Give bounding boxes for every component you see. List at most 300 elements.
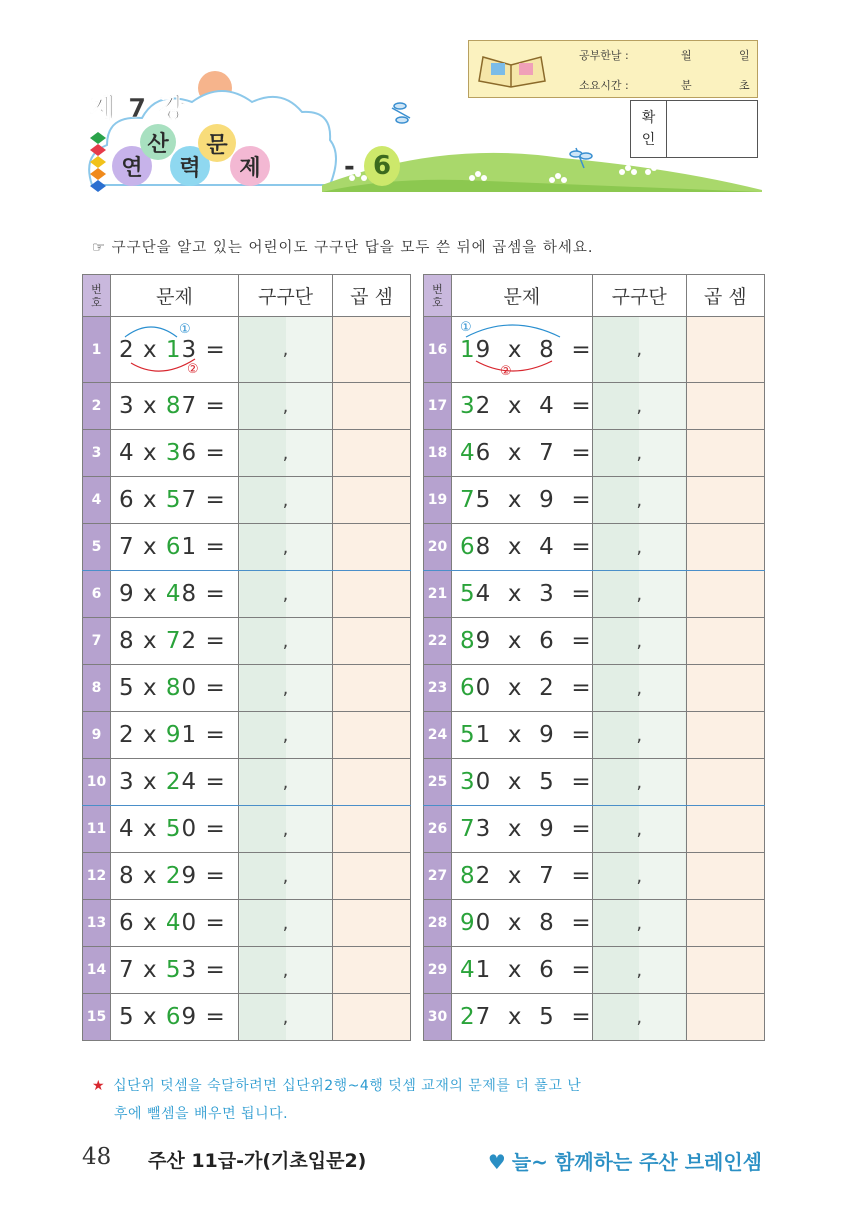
table-row [83,900,411,947]
operand-b: 6 [539,628,555,654]
multiply-answer-field[interactable] [333,806,411,853]
problem-number: 21 [424,571,452,618]
gugu-answer-field[interactable]: , [592,665,686,712]
operand-b-tens: 9 [165,722,182,748]
problem-number: 25 [424,759,452,806]
table-row [83,477,411,524]
problem-expression [452,571,593,618]
table-row [424,712,765,759]
gugu-answer-field[interactable]: , [592,430,686,477]
multiply-answer-field[interactable] [333,524,411,571]
multiply-answer-field[interactable] [333,947,411,994]
multiply-answer-field[interactable] [333,665,411,712]
operand-a-ones: 1 [475,957,492,983]
operand-a-tens: 5 [460,581,476,607]
operand-b: 8 [539,336,555,363]
gugu-answer-field[interactable]: , [592,994,686,1041]
table-row [424,947,765,994]
operand-a-ones: 9 [475,336,492,363]
gugu-answer-field[interactable]: , [592,900,686,947]
table-row [424,853,765,900]
problem-expression [452,994,593,1041]
study-note [92,1072,581,1128]
operand-a: 6 [119,910,135,936]
multiply-answer-field[interactable] [686,900,764,947]
operand-b: 9 [539,816,555,842]
operator: x [134,1004,166,1030]
operand-b-ones: 4 [181,769,198,795]
equals-sign: = [554,628,592,654]
equals-sign: = [554,675,592,701]
problem-expression [452,806,593,853]
operator: x [491,816,540,842]
problem-expression [452,317,593,383]
title-char-2: 산 [140,124,176,160]
multiply-answer-field[interactable] [333,618,411,665]
gugu-answer-field[interactable]: , [239,853,333,900]
operand-b-tens: 8 [165,675,182,701]
operator: x [491,769,540,795]
problem-number: 1 [83,317,111,383]
operand-b-ones: 8 [181,581,198,607]
column-header-problem: 문제 [111,275,239,317]
title-char-5: 제 [230,146,270,186]
gugu-answer-field[interactable]: , [239,947,333,994]
operand-a-tens: 7 [460,487,476,513]
operand-a-ones: 1 [475,722,492,748]
operator: x [491,957,540,983]
operand-a: 8 [119,628,135,654]
problem-expression [452,618,593,665]
operator: x [491,336,540,363]
multiply-answer-field[interactable] [333,317,411,383]
operand-b-ones: 2 [181,628,198,654]
problem-expression [452,665,593,712]
table-row [83,317,411,383]
gugu-answer-field[interactable]: , [239,383,333,430]
table-row [424,430,765,477]
slogan-text: 늘~ 함께하는 주산 브레인셈 [511,1150,762,1174]
column-header-multiply: 곱 셈 [333,275,411,317]
operand-a: 4 [119,816,135,842]
equals-sign: = [197,722,226,748]
multiply-answer-field[interactable] [333,712,411,759]
dragonfly-icon [392,103,410,123]
column-header-gugu: 구구단 [592,275,686,317]
problem-number: 10 [83,759,111,806]
step-one-mark: ① [460,320,473,335]
problem-number: 29 [424,947,452,994]
problem-number: 16 [424,317,452,383]
gugu-answer-field[interactable]: , [592,524,686,571]
operator: x [134,487,166,513]
gugu-answer-field[interactable]: , [592,759,686,806]
gugu-answer-field[interactable]: , [592,712,686,759]
operand-b-tens: 7 [165,628,182,654]
operand-a-tens: 1 [460,336,476,363]
operand-a-ones: 2 [475,863,492,889]
multiply-answer-field[interactable] [333,477,411,524]
title-dash: - [344,152,355,182]
operator: x [491,910,540,936]
multiply-answer-field[interactable] [686,383,764,430]
operator: x [134,957,166,983]
equals-sign: = [197,910,226,936]
operand-a: 5 [119,675,135,701]
problem-number: 27 [424,853,452,900]
gugu-answer-field[interactable]: , [239,994,333,1041]
gugu-answer-field[interactable]: , [239,618,333,665]
page-footer [82,1144,762,1178]
operand-b-ones: 0 [181,910,198,936]
equals-sign: = [554,863,592,889]
problem-expression [452,853,593,900]
table-row [424,806,765,853]
operand-a-ones: 7 [475,1004,492,1030]
table-row [83,947,411,994]
operand-a-tens: 7 [460,816,476,842]
second-unit: 초 [739,79,750,92]
gugu-answer-field[interactable]: , [239,571,333,618]
operand-a: 3 [119,769,135,795]
problem-expression [111,665,239,712]
slogan [488,1146,762,1175]
problem-number: 7 [83,618,111,665]
problem-number: 3 [83,430,111,477]
operator: x [491,863,540,889]
operator: x [134,910,166,936]
operand-b-ones: 1 [181,722,198,748]
equals-sign: = [554,534,592,560]
table-row [83,524,411,571]
operand-a-ones: 4 [475,581,492,607]
multiply-answer-field[interactable] [333,430,411,477]
operand-b-tens: 8 [165,393,182,419]
equals-sign: = [197,1004,226,1030]
multiply-answer-field[interactable] [686,853,764,900]
gugu-answer-field[interactable]: , [592,947,686,994]
operand-b-tens: 5 [165,957,182,983]
multiply-answer-field[interactable] [686,524,764,571]
operand-b-tens: 5 [165,487,182,513]
minute-unit: 분 [681,79,692,92]
problem-expression [111,430,239,477]
equals-sign: = [197,957,226,983]
problem-expression [452,524,593,571]
equals-sign: = [554,816,592,842]
problem-expression [452,383,593,430]
multiply-answer-field[interactable] [686,994,764,1041]
operand-a-tens: 9 [460,910,476,936]
operand-a-tens: 8 [460,863,476,889]
multiply-answer-field[interactable] [686,618,764,665]
operand-a-tens: 4 [460,440,476,466]
gugu-answer-field[interactable]: , [239,524,333,571]
operand-a-ones: 0 [475,675,492,701]
operand-a-ones: 0 [475,910,492,936]
operand-a-ones: 2 [475,393,492,419]
gugu-answer-field[interactable]: , [592,853,686,900]
operator: x [491,440,540,466]
title-char-1: 연 [112,146,152,186]
equals-sign: = [197,534,226,560]
operand-b-ones: 3 [181,336,198,363]
column-header-multiply: 곱 셈 [686,275,764,317]
operand-a-ones: 6 [475,440,492,466]
problem-number: 15 [83,994,111,1041]
operator: x [491,628,540,654]
operand-a-tens: 2 [460,1004,476,1030]
equals-sign: = [554,393,592,419]
operand-a: 6 [119,487,135,513]
equals-sign: = [197,628,226,654]
equals-sign: = [554,336,592,363]
operand-a: 7 [119,957,135,983]
gugu-answer-field[interactable]: , [239,477,333,524]
multiply-answer-field[interactable] [686,759,764,806]
operand-a-tens: 5 [460,722,476,748]
operand-b: 5 [539,769,555,795]
problem-expression [111,853,239,900]
problem-expression [111,477,239,524]
problem-number: 22 [424,618,452,665]
gugu-answer-field[interactable]: , [239,712,333,759]
operand-b-ones: 6 [181,440,198,466]
day-unit: 일 [739,49,750,62]
problem-expression [452,947,593,994]
gugu-answer-field[interactable]: , [592,477,686,524]
operand-b-ones: 1 [181,534,198,560]
operator: x [491,393,540,419]
gugu-answer-field[interactable]: , [239,430,333,477]
equals-sign: = [197,769,226,795]
operand-a: 9 [119,581,135,607]
problem-number: 13 [83,900,111,947]
multiply-answer-field[interactable] [686,712,764,759]
operand-b: 8 [539,910,555,936]
month-unit: 월 [681,49,692,62]
problem-number: 23 [424,665,452,712]
operand-b: 7 [539,863,555,889]
equals-sign: = [554,910,592,936]
problem-number: 18 [424,430,452,477]
operand-a-ones: 9 [475,628,492,654]
table-row [83,853,411,900]
problem-table-left [82,274,411,1041]
problem-number: 26 [424,806,452,853]
problem-expression [111,759,239,806]
problem-number: 17 [424,383,452,430]
step-one-mark: ① [179,322,192,337]
equals-sign: = [554,440,592,466]
multiply-answer-field[interactable] [686,571,764,618]
time-taken-label: 소요시간 : [579,79,629,92]
problem-number: 20 [424,524,452,571]
note-line-2: 후에 뺄셈을 배우면 됩니다. [114,1106,289,1122]
operand-b: 9 [539,722,555,748]
gugu-answer-field[interactable]: , [592,317,686,383]
table-row [424,759,765,806]
operand-b-ones: 0 [181,675,198,701]
multiply-answer-field[interactable] [686,806,764,853]
problem-expression [111,806,239,853]
problem-number: 24 [424,712,452,759]
operand-b-ones: 9 [181,1004,198,1030]
table-row [424,383,765,430]
operand-b-ones: 7 [181,487,198,513]
operator: x [134,675,166,701]
equals-sign: = [197,393,226,419]
operand-a: 2 [119,336,135,363]
example-arrows [111,317,231,381]
operand-a: 2 [119,722,135,748]
operand-b-ones: 9 [181,863,198,889]
problem-expression [452,477,593,524]
operator: x [134,722,166,748]
multiply-answer-field[interactable] [333,994,411,1041]
equals-sign: = [197,440,226,466]
problem-expression [111,712,239,759]
confirm-label-1: 확 [641,110,656,126]
operand-a-ones: 0 [475,769,492,795]
problem-expression [111,947,239,994]
gugu-answer-field[interactable]: , [239,759,333,806]
operator: x [491,1004,540,1030]
problem-number: 28 [424,900,452,947]
problem-expression [111,900,239,947]
gugu-answer-field[interactable]: , [239,317,333,383]
operand-a: 8 [119,863,135,889]
equals-sign: = [554,957,592,983]
table-row [424,900,765,947]
operand-b: 6 [539,957,555,983]
gugu-answer-field[interactable]: , [239,900,333,947]
problem-number: 11 [83,806,111,853]
operand-a-ones: 5 [475,487,492,513]
problem-expression [452,430,593,477]
table-row [83,806,411,853]
title-number: 6 [364,146,400,186]
operand-a: 3 [119,393,135,419]
multiply-answer-field[interactable] [686,317,764,383]
table-row [83,430,411,477]
operand-b-tens: 6 [165,534,182,560]
table-row [83,759,411,806]
operand-b-ones: 3 [181,957,198,983]
problem-number: 12 [83,853,111,900]
equals-sign: = [197,816,226,842]
operand-a-tens: 3 [460,393,476,419]
table-row [424,994,765,1041]
operand-a: 7 [119,534,135,560]
problem-number: 30 [424,994,452,1041]
operand-a-tens: 8 [460,628,476,654]
operand-b-ones: 7 [181,393,198,419]
problem-expression [111,317,239,383]
problem-number: 5 [83,524,111,571]
open-book-icon [477,51,547,91]
problem-expression [452,759,593,806]
gugu-answer-field[interactable]: , [592,571,686,618]
multiply-answer-field[interactable] [333,853,411,900]
table-row [424,477,765,524]
operator: x [491,722,540,748]
operator: x [134,628,166,654]
table-row [83,618,411,665]
operator: x [134,581,166,607]
multiply-answer-field[interactable] [686,477,764,524]
problem-number: 19 [424,477,452,524]
equals-sign: = [554,769,592,795]
problem-expression [111,571,239,618]
multiply-answer-field[interactable] [333,571,411,618]
operand-a-tens: 6 [460,534,476,560]
title-char-4: 문 [198,124,236,162]
note-line-1: 십단위 덧셈을 숙달하려면 십단위2행~4행 덧셈 교재의 문제를 더 풀고 난 [113,1078,582,1094]
problem-expression [111,383,239,430]
operand-b-tens: 1 [165,336,182,363]
equals-sign: = [554,722,592,748]
gugu-answer-field[interactable]: , [592,383,686,430]
problem-number: 4 [83,477,111,524]
study-date-label: 공부한날 : [579,49,629,62]
problem-number: 8 [83,665,111,712]
multiply-answer-field[interactable] [333,759,411,806]
equals-sign: = [554,581,592,607]
operand-b: 2 [539,675,555,701]
multiply-answer-field[interactable] [686,947,764,994]
operand-b: 4 [539,534,555,560]
gugu-answer-field[interactable]: , [239,806,333,853]
operator: x [134,816,166,842]
multiply-answer-field[interactable] [686,665,764,712]
table-row [424,571,765,618]
operand-b-tens: 6 [165,1004,182,1030]
gugu-answer-field[interactable]: , [239,665,333,712]
operand-b-tens: 2 [165,863,182,889]
problem-expression [111,994,239,1041]
operand-a-ones: 3 [475,816,492,842]
table-row [424,665,765,712]
table-row [424,618,765,665]
operand-b: 5 [539,1004,555,1030]
problem-number: 6 [83,571,111,618]
operand-b-tens: 2 [165,769,182,795]
gugu-answer-field[interactable]: , [592,618,686,665]
multiply-answer-field[interactable] [333,900,411,947]
operand-a: 4 [119,440,135,466]
multiply-answer-field[interactable] [686,430,764,477]
column-header-no: 번 호 [424,275,452,317]
operator: x [491,487,540,513]
confirm-box [630,100,758,158]
heart-icon: ♥ [487,1150,506,1174]
operand-b-tens: 5 [165,816,182,842]
multiply-answer-field[interactable] [333,383,411,430]
operator: x [134,336,166,363]
table-row [83,665,411,712]
operator: x [134,440,166,466]
column-header-problem: 문제 [452,275,593,317]
operand-b-tens: 3 [165,440,182,466]
operand-b-tens: 4 [165,581,182,607]
operand-b: 4 [539,393,555,419]
lesson-title: 제 7 강 [90,94,187,124]
operand-a-tens: 4 [460,957,476,983]
problem-expression [111,524,239,571]
gugu-answer-field[interactable]: , [592,806,686,853]
operator: x [134,863,166,889]
